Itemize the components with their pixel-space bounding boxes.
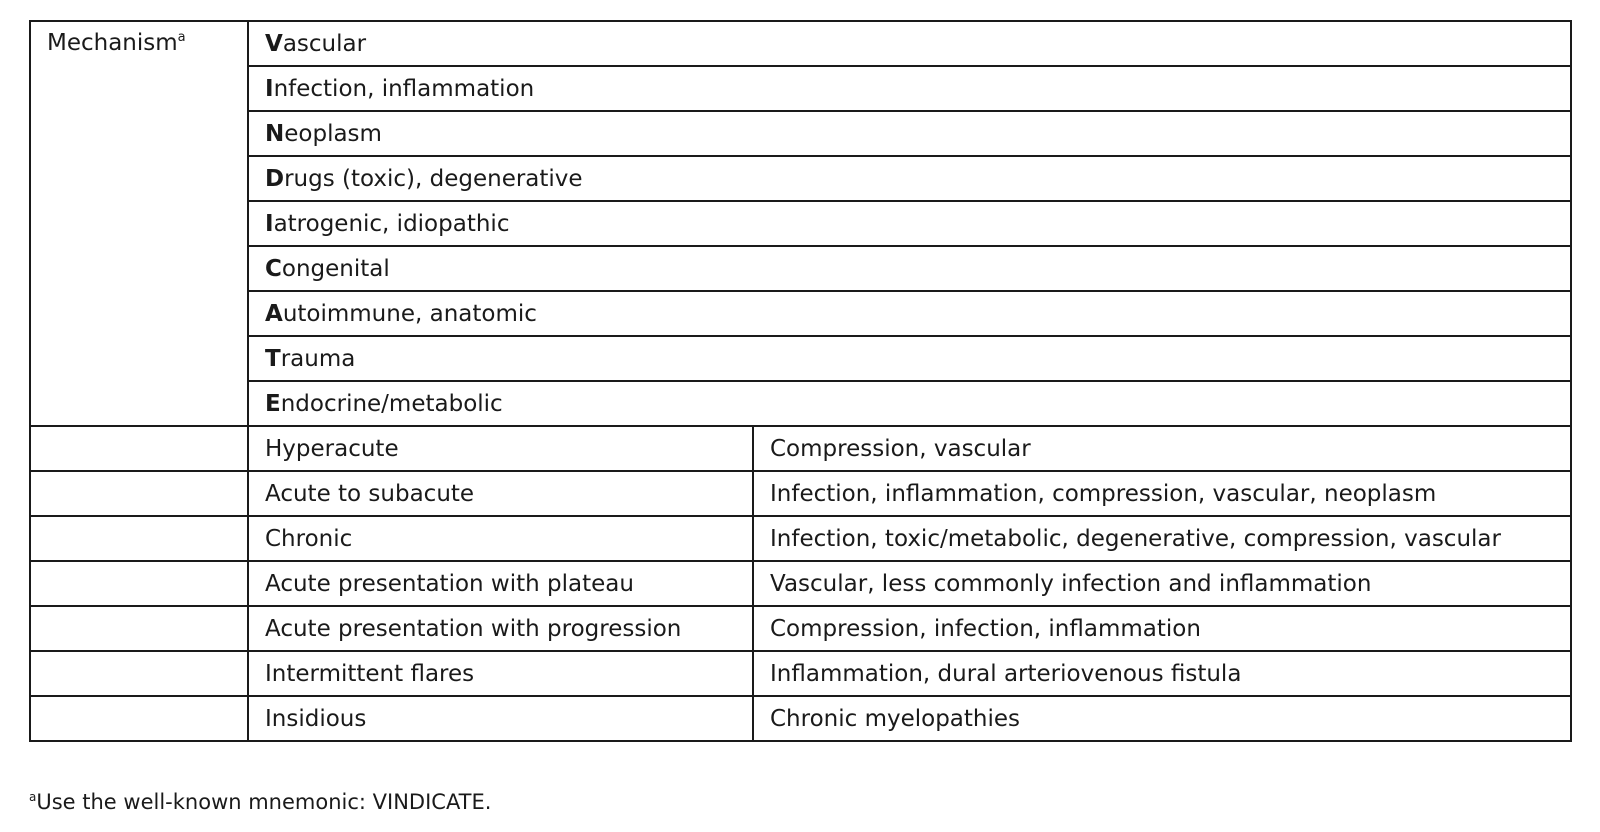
table-row — [30, 606, 1571, 651]
table-row — [30, 201, 1571, 246]
mnemonic-text: utoimmune, anatomic — [282, 300, 537, 327]
mnemonic-initial: D — [265, 165, 285, 192]
mnemonic-initial: A — [265, 300, 283, 327]
empty-cell — [30, 516, 248, 561]
empty-cell — [30, 471, 248, 516]
table-row — [30, 426, 1571, 471]
table-row — [30, 651, 1571, 696]
mnemonic-initial: I — [265, 210, 274, 237]
mnemonic-text: ascular — [282, 30, 367, 57]
empty-cell — [30, 426, 248, 471]
mnemonic-text: rugs (toxic), degenerative — [284, 165, 583, 192]
mechanism-label-cell — [30, 21, 248, 426]
table-row — [30, 561, 1571, 606]
mnemonic-item — [248, 336, 1571, 381]
empty-cell — [30, 651, 248, 696]
table-row — [30, 66, 1571, 111]
table-row — [30, 111, 1571, 156]
mnemonic-text: rauma — [280, 345, 356, 372]
table-row — [30, 516, 1571, 561]
mnemonic-initial: N — [265, 120, 285, 147]
mnemonic-item — [248, 291, 1571, 336]
footnote-marker: a — [29, 790, 37, 804]
table-row — [30, 246, 1571, 291]
mnemonic-item — [248, 156, 1571, 201]
mnemonic-text: atrogenic, idiopathic — [273, 210, 510, 237]
onset-cell: Acute presentation with plateau — [248, 561, 753, 606]
onset-cell: Chronic — [248, 516, 753, 561]
mnemonic-text: eoplasm — [284, 120, 382, 147]
onset-cell: Intermittent flares — [248, 651, 753, 696]
onset-cell: Acute presentation with progression — [248, 606, 753, 651]
mechanism-table — [29, 20, 1572, 742]
table-row — [30, 21, 1571, 66]
empty-cell — [30, 561, 248, 606]
mnemonic-initial: I — [265, 75, 274, 102]
mnemonic-initial: V — [265, 30, 283, 57]
empty-cell — [30, 696, 248, 741]
onset-cell: Insidious — [248, 696, 753, 741]
footnote-marker: a — [177, 30, 186, 45]
mnemonic-item — [248, 201, 1571, 246]
causes-cell: Vascular, less commonly infection and inflammation — [753, 561, 1571, 606]
table-row — [30, 471, 1571, 516]
table-row — [30, 156, 1571, 201]
empty-cell — [30, 606, 248, 651]
causes-cell: Compression, infection, inflammation — [753, 606, 1571, 651]
mnemonic-item — [248, 246, 1571, 291]
causes-cell: Infection, toxic/metabolic, degenerative, compression, vascular — [753, 516, 1571, 561]
table-row — [30, 291, 1571, 336]
mnemonic-item — [248, 66, 1571, 111]
onset-cell: Acute to subacute — [248, 471, 753, 516]
mnemonic-initial: T — [265, 345, 281, 372]
footnote-text: Use the well-known mnemonic: VINDICATE. — [36, 790, 492, 814]
causes-cell: Chronic myelopathies — [753, 696, 1571, 741]
table-row — [30, 336, 1571, 381]
causes-cell: Inflammation, dural arteriovenous fistula — [753, 651, 1571, 696]
mnemonic-item — [248, 21, 1571, 66]
mnemonic-item — [248, 111, 1571, 156]
mnemonic-initial: E — [265, 390, 281, 417]
table-footnote — [29, 790, 491, 814]
table-row — [30, 696, 1571, 741]
causes-cell: Infection, inflammation, compression, vascular, neoplasm — [753, 471, 1571, 516]
mnemonic-text: ndocrine/metabolic — [280, 390, 503, 417]
table-row — [30, 381, 1571, 426]
mnemonic-initial: C — [265, 255, 282, 282]
mechanism-label: Mechanism — [47, 30, 178, 56]
mnemonic-text: nfection, inflammation — [273, 75, 535, 102]
mnemonic-text: ongenital — [281, 255, 390, 282]
onset-cell: Hyperacute — [248, 426, 753, 471]
causes-cell: Compression, vascular — [753, 426, 1571, 471]
mnemonic-item — [248, 381, 1571, 426]
